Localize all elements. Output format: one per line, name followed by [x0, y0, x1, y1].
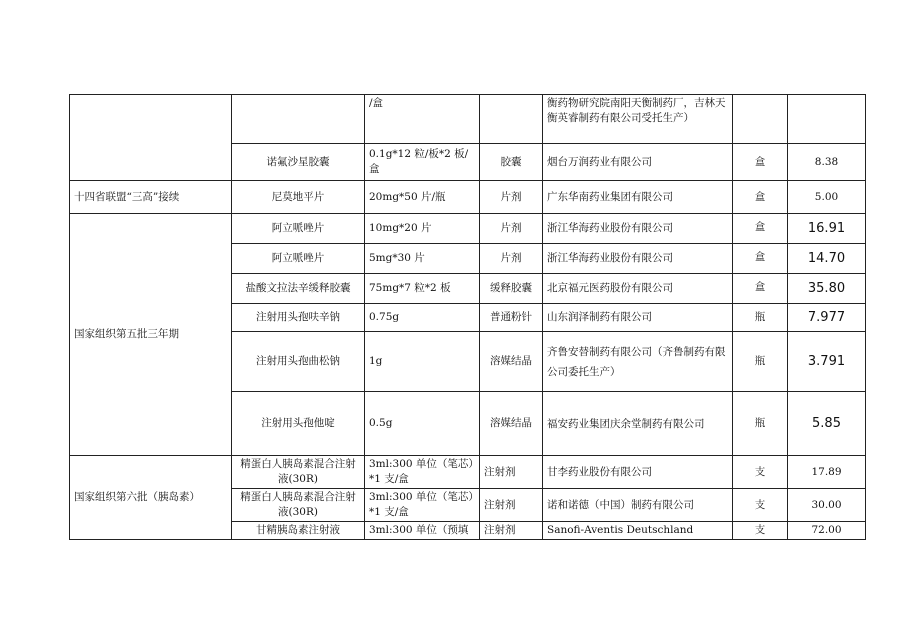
table-row	[70, 181, 866, 214]
unit-cell: 盒	[733, 214, 788, 244]
drug-name-cell: 盐酸文拉法辛缓释胶囊	[232, 274, 365, 304]
maker-cell: 甘李药业股份有限公司	[543, 456, 733, 489]
spec-cell: 20mg*50 片/瓶	[365, 181, 480, 214]
maker-cell: 浙江华海药业股份有限公司	[543, 214, 733, 244]
unit-cell: 瓶	[733, 304, 788, 332]
spec-cell: 0.75g	[365, 304, 480, 332]
form-cell: 普通粉针	[480, 304, 543, 332]
unit-cell	[733, 95, 788, 144]
drug-name-cell: 甘精胰岛素注射液	[232, 522, 365, 540]
price-cell: 16.91	[788, 214, 866, 244]
spec-cell: 75mg*7 粒*2 板	[365, 274, 480, 304]
maker-cell: 衡药物研究院南阳天衡制药厂，吉林天衡英睿制药有限公司受托生产）	[543, 95, 733, 144]
unit-cell: 支	[733, 522, 788, 540]
drug-price-table	[69, 94, 866, 540]
form-cell: 缓释胶囊	[480, 274, 543, 304]
price-cell: 8.38	[788, 144, 866, 181]
spec-cell: 10mg*20 片	[365, 214, 480, 244]
maker-cell: Sanofi-Aventis Deutschland	[543, 522, 733, 540]
price-cell: 72.00	[788, 522, 866, 540]
price-cell: 14.70	[788, 244, 866, 274]
drug-name-cell: 精蛋白人胰岛素混合注射液(30R)	[232, 489, 365, 522]
drug-name-cell: 注射用头孢曲松钠	[232, 332, 365, 392]
drug-name-cell: 尼莫地平片	[232, 181, 365, 214]
price-cell: 7.977	[788, 304, 866, 332]
spec-cell: 3ml:300 单位（笔芯）*1 支/盒	[365, 489, 480, 522]
drug-name-cell	[232, 95, 365, 144]
maker-cell: 烟台万润药业有限公司	[543, 144, 733, 181]
drug-name-cell: 诺氟沙星胶囊	[232, 144, 365, 181]
group-cell: 国家组织第五批三年期	[70, 214, 232, 456]
maker-cell: 山东润泽制药有限公司	[543, 304, 733, 332]
drug-name-cell: 精蛋白人胰岛素混合注射液(30R)	[232, 456, 365, 489]
maker-cell: 广东华南药业集团有限公司	[543, 181, 733, 214]
group-cell	[70, 95, 232, 181]
unit-cell: 瓶	[733, 332, 788, 392]
form-cell: 溶媒结晶	[480, 392, 543, 456]
form-cell: 胶囊	[480, 144, 543, 181]
group-cell: 国家组织第六批（胰岛素）	[70, 456, 232, 540]
form-cell: 片剂	[480, 244, 543, 274]
price-cell: 3.791	[788, 332, 866, 392]
unit-cell: 盒	[733, 144, 788, 181]
form-cell: 片剂	[480, 181, 543, 214]
unit-cell: 盒	[733, 181, 788, 214]
drug-name-cell: 阿立哌唑片	[232, 244, 365, 274]
unit-cell: 瓶	[733, 392, 788, 456]
maker-cell: 福安药业集团庆余堂制药有限公司	[543, 392, 733, 456]
maker-cell: 诺和诺德（中国）制药有限公司	[543, 489, 733, 522]
spec-cell: 0.5g	[365, 392, 480, 456]
spec-cell: 3ml:300 单位（预填	[365, 522, 480, 540]
unit-cell: 盒	[733, 274, 788, 304]
form-cell: 溶媒结晶	[480, 332, 543, 392]
unit-cell: 盒	[733, 244, 788, 274]
form-cell	[480, 95, 543, 144]
table-row	[70, 456, 866, 489]
drug-name-cell: 注射用头孢呋辛钠	[232, 304, 365, 332]
form-cell: 注射剂	[480, 489, 543, 522]
price-cell: 17.89	[788, 456, 866, 489]
form-cell: 注射剂	[480, 456, 543, 489]
drug-name-cell: 阿立哌唑片	[232, 214, 365, 244]
drug-name-cell: 注射用头孢他啶	[232, 392, 365, 456]
unit-cell: 支	[733, 489, 788, 522]
price-cell: 5.00	[788, 181, 866, 214]
form-cell: 片剂	[480, 214, 543, 244]
spec-cell: 0.1g*12 粒/板*2 板/盒	[365, 144, 480, 181]
table-row	[70, 214, 866, 244]
spec-cell: 1g	[365, 332, 480, 392]
price-cell: 5.85	[788, 392, 866, 456]
spec-cell: 3ml:300 单位（笔芯）*1 支/盒	[365, 456, 480, 489]
price-cell	[788, 95, 866, 144]
maker-cell: 齐鲁安替制药有限公司（齐鲁制药有限公司委托生产）	[543, 332, 733, 392]
maker-cell: 浙江华海药业股份有限公司	[543, 244, 733, 274]
maker-cell: 北京福元医药股份有限公司	[543, 274, 733, 304]
table-row	[70, 95, 866, 144]
price-cell: 35.80	[788, 274, 866, 304]
form-cell: 注射剂	[480, 522, 543, 540]
spec-cell: 5mg*30 片	[365, 244, 480, 274]
group-cell: 十四省联盟“三高”接续	[70, 181, 232, 214]
unit-cell: 支	[733, 456, 788, 489]
price-cell: 30.00	[788, 489, 866, 522]
spec-cell: /盒	[365, 95, 480, 144]
